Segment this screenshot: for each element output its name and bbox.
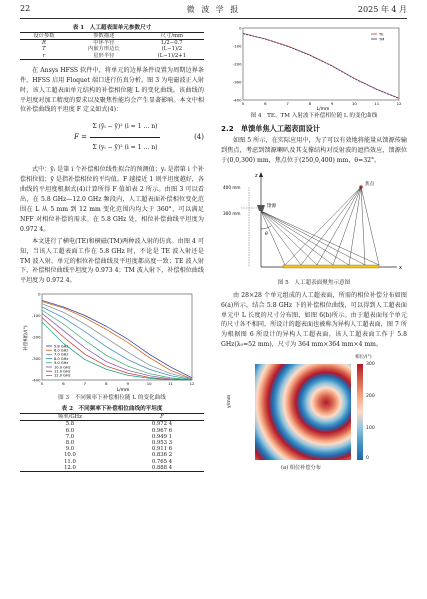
right-column xyxy=(221,24,407,474)
colorbar-tick: 100 xyxy=(366,426,375,432)
x-tick-label: 5 xyxy=(40,381,44,387)
table-cell: 0.967 6 xyxy=(151,427,173,434)
table-row xyxy=(20,53,204,60)
y-tick-label: -100 xyxy=(232,43,242,49)
section-heading: 2.2 单馈单焦人工超表面设计 xyxy=(221,124,320,133)
phase-heatmap xyxy=(255,364,351,460)
feed-label: 馈源 xyxy=(267,203,277,209)
table2-caption: 表 2 不同频率下补偿相位曲线的平坦度 xyxy=(61,406,163,413)
figure6a-y-axis-label: y/mm xyxy=(227,394,232,409)
theta-arc xyxy=(261,226,271,229)
y-tick-label: 0 xyxy=(38,291,41,297)
figure3-x-axis-label: L/mm xyxy=(116,388,130,394)
x-tick-label: 11 xyxy=(374,101,380,106)
running-header xyxy=(20,4,407,18)
colorbar-tick: 300 xyxy=(366,362,375,368)
reflected-rays xyxy=(285,187,379,265)
equation-fraction xyxy=(90,117,160,158)
page-number: 22 xyxy=(20,4,31,13)
table2 xyxy=(20,413,204,472)
x-tick-label: 12 xyxy=(396,101,402,106)
table-cell: 内嵌方形边长 xyxy=(87,46,120,53)
legend-label: 11.0 GHz xyxy=(54,369,71,374)
paragraph-feed-position: 如图 5 所示，在实际应用中，为了可以有效地将能量从馈源传输到焦点，考虑到馈源喇叭及其支撑结构对反射波的遮挡效应，馈源位于(0,0,300) mm，焦点位于(250,0,400) mm，θ=32°。 xyxy=(221,137,407,164)
table-row xyxy=(20,421,204,428)
legend-label: 5.8 GHz xyxy=(54,344,69,349)
colorbar-tick: 200 xyxy=(366,394,375,400)
x-tick-label: 6 xyxy=(62,381,65,387)
x-tick-label: 8 xyxy=(105,381,108,387)
x-axis-label: x xyxy=(399,264,402,271)
table-cell: r xyxy=(20,53,68,60)
table-cell: 5.8 xyxy=(65,421,75,428)
legend-label: TM xyxy=(379,37,385,42)
equation-denominator: Σ (yᵢ − ȳ)² (i = 1 … n) xyxy=(92,144,158,152)
table2-header: 频率/GHz xyxy=(20,414,120,421)
equation-lhs: F = xyxy=(74,133,87,142)
x-tick-label: 5 xyxy=(241,101,245,106)
feed-horn-icon xyxy=(257,205,265,211)
y-tick-label: -400 xyxy=(232,97,242,103)
table-cell: 0.765 4 xyxy=(151,458,173,465)
x-tick-label: 10 xyxy=(146,381,152,387)
table-cell: (L−1)/2+1 xyxy=(140,53,204,60)
table-cell: 8.0 xyxy=(65,440,75,447)
z-axis-label: z xyxy=(255,172,258,179)
x-tick-label: 9 xyxy=(330,101,334,106)
y-tick-label: -100 xyxy=(31,313,41,319)
x-tick-label: 8 xyxy=(308,101,312,106)
figure3-chart xyxy=(20,290,204,394)
issue-date: 2025 年 4 月 xyxy=(357,5,407,14)
table-cell: 6.0 xyxy=(65,427,75,434)
table1 xyxy=(20,32,204,60)
table2-header: F xyxy=(120,414,204,421)
metasurface-panel xyxy=(283,265,379,268)
legend-label: 8.0 GHz xyxy=(54,357,69,362)
legend-label: 9.0 GHz xyxy=(54,361,69,366)
table-cell: 0.888 4 xyxy=(120,465,204,472)
x-tick-label: 11 xyxy=(168,381,173,387)
theta-label: θ xyxy=(265,231,268,237)
equation-numerator: Σ (ȳᵢ − ȳ)² (i = 1 … n) xyxy=(90,117,160,138)
legend-label: 6.0 GHz xyxy=(54,348,69,353)
table-cell: 星形半径 xyxy=(68,53,140,60)
figure6a-caption: (a) 相位补偿分布 xyxy=(281,465,321,472)
figure4-caption: 图 4 TE、TM 入射波下补偿相位随 L 的变化曲线 xyxy=(250,113,378,119)
header-rule xyxy=(20,18,407,19)
paragraph-simulation-setup: 在 Ansys HFSS 软件中，将单元的边界条件设置为周期边界条件，HFSS 启用 Floquet 端口进行仿真分析。图 3 为电磁波正入射时，该人工超表面单元结构的补偿相位随 L 的变化曲线。该曲线的平坦度对加工精度的要求以及聚焦性能均会产生显著影响。本文中相位补偿曲线的平坦度 F 定义如式(4)： xyxy=(20,66,204,114)
incident-rays xyxy=(261,211,379,265)
table-cell: 11.0 xyxy=(64,458,76,465)
figure5-caption: 图 5 人工超表面聚焦示意图 xyxy=(277,279,351,286)
table-cell: (L−1)/2 xyxy=(161,46,183,53)
equation-number: (4) xyxy=(194,133,204,142)
journal-name: 微 波 学 报 xyxy=(186,5,241,14)
colorbar-title: 相位/(°) xyxy=(355,355,372,361)
x-tick-label: 7 xyxy=(83,381,87,387)
table-cell: 0.911 6 xyxy=(151,446,173,453)
legend-label: TE xyxy=(379,32,384,37)
y-tick-label: -200 xyxy=(31,334,41,340)
y-tick-label: -200 xyxy=(232,61,242,67)
figure4-x-axis-label: L/mm xyxy=(316,107,330,112)
figure3-caption: 图 3 不同频率下补偿相位随 L 的变化曲线 xyxy=(58,395,166,402)
x-tick-label: 10 xyxy=(352,101,357,106)
table1-header: 参数描述 xyxy=(68,33,140,40)
figure5-schematic xyxy=(221,169,407,279)
z-axis-arrow-icon xyxy=(259,172,263,177)
left-column xyxy=(20,24,204,472)
x-tick-label: 9 xyxy=(126,381,129,387)
legend-label: 10.0 GHz xyxy=(54,365,71,370)
colorbar-tick: 0 xyxy=(366,456,369,462)
figure4-chart xyxy=(221,24,407,112)
x-tick-label: 6 xyxy=(264,101,267,106)
table-cell: T xyxy=(42,46,46,53)
legend-label: 12.0 GHz xyxy=(54,373,71,378)
table-cell: 7.0 xyxy=(65,433,75,440)
table-cell: 中环半径 xyxy=(93,40,115,47)
table-cell: 9.0 xyxy=(65,446,75,453)
x-tick-label: 12 xyxy=(189,381,195,387)
focus-label: 焦点 xyxy=(365,181,375,187)
equation-4 xyxy=(20,117,204,163)
table-cell: 12.0 xyxy=(20,465,120,472)
figure3-y-axis-label: 补偿相位/(°) xyxy=(24,325,29,351)
y-tick-label: -400 xyxy=(31,377,41,383)
table-cell: 0.972 4 xyxy=(151,421,173,428)
paragraph-te-tm: 本文进行了横电(TE)和横磁(TM)两种波入射的仿真。由图 4 可知，当该人工超表面工作在 5.8 GHz 时，不论是 TE 波入射还是 TM 波入射，单元的相位补偿曲线及平坦度都高度一致；TE 波入射下，补偿相位曲线平坦度为 0.973 4；TM 波入射下，补偿相位曲线平坦度为 0.972 4。 xyxy=(20,237,204,285)
table1-caption: 表 1 人工超表面单元参数尺寸 xyxy=(72,25,152,31)
table-cell: 0.836 2 xyxy=(151,452,173,459)
figure6a xyxy=(221,354,407,474)
label-400mm: 400 mm xyxy=(223,184,241,190)
label-300mm: 300 mm xyxy=(223,210,241,216)
table-cell: L/2−0.7 xyxy=(161,40,183,47)
table-cell: 0.949 1 xyxy=(151,433,173,440)
table1-header: 尺寸/mm xyxy=(140,33,204,40)
paragraph-flatness: 式中：ȳᵢ 是第 i 个补偿相位线性拟合的预测值；yᵢ 是指第 i 个补偿相位值；ȳ 是指补偿相位的平均值。F 越接近 1 则平坦度越好，各曲线的平坦度根据式(4)计算所得 F 值如表 2 所示。由图 3 可以看出，在 5.8 GHz—12.0 GHz 频段内，人工超表面补偿相位变化范围在 L 从 5 mm 到 12 mm 变化范围内均大于 360°，可以满足 NFF 对相位补偿的需求。在 5.8 GHz 处，相位补偿曲线平坦度为 0.972 4。 xyxy=(20,166,204,233)
table-cell: 0.953 3 xyxy=(151,440,173,447)
x-tick-label: 7 xyxy=(286,101,289,106)
table-cell: 10.0 xyxy=(64,452,76,459)
table-row xyxy=(20,465,204,472)
colorbar xyxy=(357,364,363,460)
y-tick-label: -300 xyxy=(232,79,242,85)
legend-label: 7.0 GHz xyxy=(54,352,69,357)
table-cell: R xyxy=(41,40,46,47)
y-tick-label: -300 xyxy=(31,356,41,362)
paragraph-metasurface-size: 由 28×28 个单元组成的人工超表面，所需的相位补偿分布如图 6(a)所示，结合 5.8 GHz 下的补偿相位曲线，可以得到人工超表面单元中 L 长度的尺寸分布图，如图 6(b)所示。由于超表面每个单元的尺寸各不相同，所设计的超表面也被称为异构人工超表面，图 7 所为根据图 6 所设计的异构人工超表面，该人工超表面工作于 5.8 GHz(λ₀=52 mm)，尺寸为 364 mm×364 mm×4 mm。 xyxy=(221,291,407,349)
table1-header: 设计参数 xyxy=(20,33,68,40)
y-tick-label: 0 xyxy=(239,25,242,31)
